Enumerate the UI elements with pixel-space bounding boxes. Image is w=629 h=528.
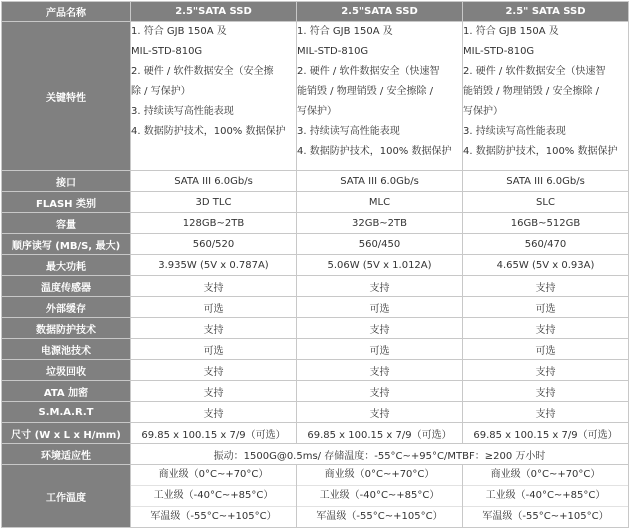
- spec-value: 69.85 x 100.15 x 7/9（可选）: [297, 423, 463, 444]
- spec-value: 支持: [131, 402, 297, 423]
- feature-line: MIL-STD-810G: [131, 46, 203, 57]
- temperature-grade: 工业级（-40°C~+85°C）: [131, 485, 296, 506]
- header-row: [2, 2, 629, 22]
- spec-value: 支持: [131, 276, 297, 297]
- temperature-cell: [131, 465, 297, 528]
- spec-value: 可选: [131, 297, 297, 318]
- row-label: 温度传感器: [2, 276, 131, 297]
- spec-value: 支持: [131, 318, 297, 339]
- spec-value: 可选: [297, 297, 463, 318]
- environment-row: [2, 444, 629, 465]
- row-label: 电源池技术: [2, 339, 131, 360]
- table-row: [2, 402, 629, 423]
- feature-line: 4. 数据防护技术，100% 数据保护: [131, 126, 286, 137]
- feature-line: 2. 硬件 / 软件数据安全（快速智: [463, 66, 606, 77]
- spec-value: 支持: [297, 381, 463, 402]
- row-label-product-name: 产品名称: [2, 2, 131, 22]
- row-label-temperature: 工作温度: [2, 465, 131, 528]
- spec-value: 支持: [297, 276, 463, 297]
- table-row: [2, 381, 629, 402]
- spec-value: 69.85 x 100.15 x 7/9（可选）: [463, 423, 629, 444]
- temperature-grade: 军温级（-55°C~+105°C）: [297, 506, 462, 527]
- product-name-1: 2.5"SATA SSD: [131, 2, 297, 22]
- temperature-grade: 商业级（0°C~+70°C）: [490, 469, 601, 480]
- spec-value: 支持: [463, 318, 629, 339]
- feature-line: 4. 数据防护技术，100% 数据保护: [463, 146, 618, 157]
- spec-value: 支持: [463, 360, 629, 381]
- spec-value: 支持: [131, 381, 297, 402]
- feature-line: 1. 符合 GJB 150A 及: [463, 26, 559, 37]
- feature-line: 2. 硬件 / 软件数据安全（安全擦: [131, 66, 274, 77]
- spec-value: 32GB~2TB: [297, 213, 463, 234]
- spec-rows: [2, 171, 629, 444]
- feature-line: 写保护）: [297, 106, 337, 117]
- table-row: [2, 360, 629, 381]
- feature-line: 3. 持续读写高性能表现: [131, 106, 234, 117]
- row-label: ATA 加密: [2, 381, 131, 402]
- spec-value: SATA III 6.0Gb/s: [297, 171, 463, 192]
- spec-value: MLC: [297, 192, 463, 213]
- feature-line: 3. 持续读写高性能表现: [463, 126, 566, 137]
- temperature-cell: [297, 465, 463, 528]
- spec-value: 支持: [297, 402, 463, 423]
- feature-line: MIL-STD-810G: [463, 46, 535, 57]
- temperature-row: [2, 465, 629, 528]
- temperature-grade: 工业级（-40°C~+85°C）: [297, 485, 462, 506]
- row-label: 顺序读写 (MB/S, 最大): [2, 234, 131, 255]
- spec-table: [1, 1, 629, 528]
- features-cell: [297, 22, 463, 171]
- features-cell: [463, 22, 629, 171]
- spec-value: 16GB~512GB: [463, 213, 629, 234]
- temperature-grade: 商业级（0°C~+70°C）: [158, 469, 269, 480]
- spec-value: 可选: [463, 297, 629, 318]
- features-cell: [131, 22, 297, 171]
- row-label-environment: 环境适应性: [2, 444, 131, 465]
- table-row: [2, 297, 629, 318]
- feature-line: 能销毁 / 物理销毁 / 安全擦除 /: [463, 86, 600, 97]
- row-label: S.M.A.R.T: [2, 402, 131, 423]
- spec-value: 69.85 x 100.15 x 7/9（可选）: [131, 423, 297, 444]
- spec-value: SLC: [463, 192, 629, 213]
- row-label-features: 关键特性: [2, 22, 131, 171]
- spec-value: 支持: [131, 360, 297, 381]
- spec-value: 4.65W (5V x 0.93A): [463, 255, 629, 276]
- temperature-grade: 军温级（-55°C~+105°C）: [131, 506, 296, 527]
- feature-line: 4. 数据防护技术，100% 数据保护: [297, 146, 452, 157]
- table-row: [2, 192, 629, 213]
- spec-value: 560/450: [297, 234, 463, 255]
- temperature-grade: 工业级（-40°C~+85°C）: [463, 485, 628, 506]
- spec-value: 支持: [297, 318, 463, 339]
- temperature-grade: 军温级（-55°C~+105°C）: [463, 506, 628, 527]
- spec-value: 560/520: [131, 234, 297, 255]
- spec-value: 支持: [463, 276, 629, 297]
- product-name-2: 2.5"SATA SSD: [297, 2, 463, 22]
- spec-value: 支持: [463, 381, 629, 402]
- environment-value: 振动：1500G@0.5ms/ 存储温度：-55°C~+95°C/MTBF：≥200 万小时: [131, 444, 629, 465]
- row-label: 尺寸 (W x L x H/mm): [2, 423, 131, 444]
- spec-value: SATA III 6.0Gb/s: [463, 171, 629, 192]
- feature-line: 3. 持续读写高性能表现: [297, 126, 400, 137]
- table-row: [2, 234, 629, 255]
- temperature-cell: [463, 465, 629, 528]
- row-label: FLASH 类别: [2, 192, 131, 213]
- spec-value: SATA III 6.0Gb/s: [131, 171, 297, 192]
- table-row: [2, 213, 629, 234]
- table-row: [2, 255, 629, 276]
- feature-line: 能销毁 / 物理销毁 / 安全擦除 /: [297, 86, 434, 97]
- feature-line: 除 / 写保护）: [131, 86, 191, 97]
- row-label: 垃圾回收: [2, 360, 131, 381]
- temperature-grade: 商业级（0°C~+70°C）: [324, 469, 435, 480]
- product-name-3: 2.5" SATA SSD: [463, 2, 629, 22]
- row-label: 外部缓存: [2, 297, 131, 318]
- spec-value: 可选: [463, 339, 629, 360]
- feature-line: 1. 符合 GJB 150A 及: [131, 26, 227, 37]
- table-row: [2, 276, 629, 297]
- feature-line: 1. 符合 GJB 150A 及: [297, 26, 393, 37]
- spec-value: 可选: [297, 339, 463, 360]
- spec-value: 3D TLC: [131, 192, 297, 213]
- spec-value: 3.935W (5V x 0.787A): [131, 255, 297, 276]
- spec-value: 可选: [131, 339, 297, 360]
- feature-line: MIL-STD-810G: [297, 46, 369, 57]
- table-row: [2, 318, 629, 339]
- spec-value: 5.06W (5V x 1.012A): [297, 255, 463, 276]
- features-row: [2, 22, 629, 171]
- feature-line: 写保护）: [463, 106, 503, 117]
- row-label: 最大功耗: [2, 255, 131, 276]
- spec-value: 支持: [297, 360, 463, 381]
- row-label: 容量: [2, 213, 131, 234]
- table-row: [2, 339, 629, 360]
- row-label: 数据防护技术: [2, 318, 131, 339]
- row-label: 接口: [2, 171, 131, 192]
- spec-value: 560/470: [463, 234, 629, 255]
- spec-value: 支持: [463, 402, 629, 423]
- table-row: [2, 171, 629, 192]
- spec-value: 128GB~2TB: [131, 213, 297, 234]
- feature-line: 2. 硬件 / 软件数据安全（快速智: [297, 66, 440, 77]
- table-row: [2, 423, 629, 444]
